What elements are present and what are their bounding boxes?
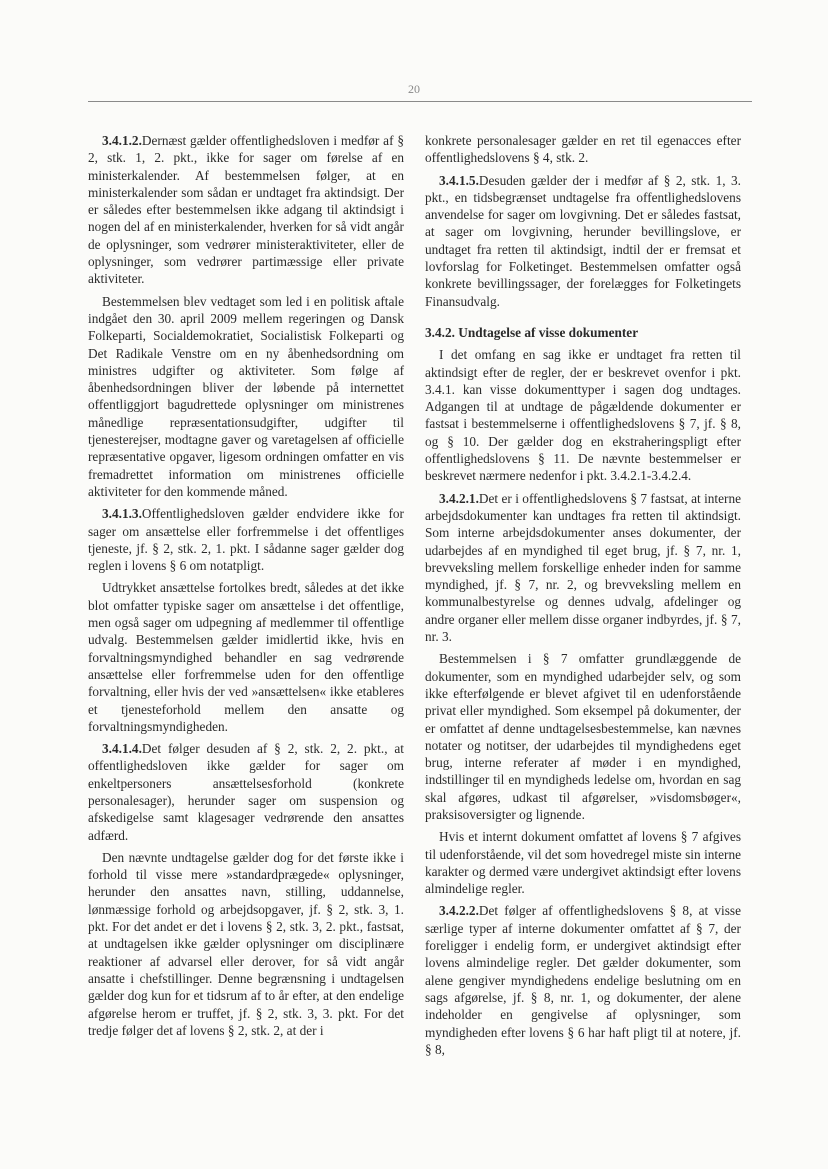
paragraph-text: Bestemmelsen i § 7 omfatter grundlæggende de dokumenter, som en myndighed udarbejder selv, og som ikke efterfølgende er blevet afgivet til en udenforstående privat eller myndighed. Som eksempel på dokumenter, der er omfattet af denne undtagelsesbestemmelse, kan nævnes notater og notitser, der udarbejdes til myndighedens eget brug, interne referater af møder i en myndighed, indstillinger til en myndigheds ledelse om, hvordan en sag skal afgøres, udkast til afgørelser, »visdomsbøger«, praksisoversigter og lignende. [425, 651, 741, 822]
paragraph [88, 293, 404, 501]
paragraph-text: Offentlighedsloven gælder endvidere ikke for sager om ansættelse eller forfremmelse i det offentliges tjeneste, jf. § 2, stk. 2, 1. pkt. I sådanne sager gælder dog reglen i lovens § 6 om notatpligt. [88, 506, 404, 574]
paragraph [425, 902, 741, 1058]
paragraph [88, 849, 404, 1039]
paragraph-text: I det omfang en sag ikke er undtaget fra retten til aktindsigt efter de regler, der er beskrevet ovenfor i pkt. 3.4.1. kan visse dokumenttyper i sagen dog undtages. Adgangen til at undtage de pågældende dokumenter er fastsat i bestemmelserne i offentlighedslovens § 7, jf. § 8, og § 10. Der gælder dog en ekstraheringspligt efter offentlighedslovens § 11. De nævnte bestemmelser er beskrevet nærmere nedenfor i pkt. 3.4.2.1-3.4.2.4. [425, 347, 741, 484]
paragraph [88, 132, 404, 288]
paragraph [88, 505, 404, 574]
section-number: 3.4.1.3. [102, 506, 142, 522]
paragraph-text: Udtrykket ansættelse fortolkes bredt, således at det ikke blot omfatter typiske sager om ansættelse i det offentlige, men også sager om udpegning af medlemmer til offentlige udvalg. Bestemmelsen gælder imidlertid ikke, hvis en forvaltningsmyndighed behandler en sag vedrørende ansættelse eller forfremmelse uden for den offentlige forvaltning, eller hvis der ved »ansættelsen« ikke etableres et tjenesteforhold mellem den ansatte og forvaltningsmyndigheden. [88, 580, 404, 734]
section-number: 3.4.2.2. [439, 903, 479, 919]
page-number: 20 [408, 82, 420, 96]
paragraph [88, 579, 404, 735]
paragraph-text: Dernæst gælder offentlighedsloven i medfør af § 2, stk. 1, 2. pkt., ikke for sager om førelse af en ministerkalender. Af bestemmelsen følger, at en ministerkalender som sådan er undtaget fra aktindsigt. Der er således efter bestemmelsen ikke adgang til aktindsigt i nogen del af en ministerkalender, hverken for så vidt angår de oplysninger, som vedrører ministeraktiviteter, eller de oplysninger, som vedrører partimæssige eller private aktiviteter. [88, 133, 404, 287]
section-number: 3.4.1.5. [439, 172, 479, 188]
paragraph [425, 346, 741, 484]
section-heading: 3.4.2. Undtagelse af visse dokumenter [425, 324, 639, 340]
paragraph [88, 740, 404, 844]
section-number: 3.4.1.2. [102, 133, 142, 148]
paragraph [425, 132, 741, 167]
paragraph-text: Det følger desuden af § 2, stk. 2, 2. pkt., at offentlighedsloven ikke gælder for sager om enkeltpersoners ansættelsesforhold (konkrete personalesager), herunder sager om suspension og afskedigelse samt klagesager vedrørende den ansattes adfærd. [88, 741, 404, 843]
paragraph [425, 172, 741, 310]
paragraph-text: Desuden gælder der i medfør af § 2, stk. 1, 3. pkt., en tidsbegrænset undtagelse fra offentlighedslovens anvendelse for sager om lovgivning. Det er således fastsat, at sager om lovgivning, herunder bevillingslove, er undtaget fra retten til aktindsigt, indtil der er fremsat et lovforslag for Folketinget. Bestemmelsen omfatter også konkrete bevillingssager, der forelægges for Folketingets Finansudvalg. [425, 172, 741, 309]
paragraph-text: Hvis et internt dokument omfattet af lovens § 7 afgives til udenforstående, vil det som hovedregel miste sin interne karakter og dermed være undergivet aktindsigt efter lovens almindelige regler. [425, 829, 741, 897]
paragraph-text: konkrete personalesager gælder en ret til egenacces efter offentlighedslovens § 4, stk. 2. [425, 133, 741, 166]
paragraph-text: Det er i offentlighedslovens § 7 fastsat, at interne arbejdsdokumenter kan undtages fra retten til aktindsigt. Som interne arbejdsdokumenter anses dokumenter, der udarbejdes af en myndighed til eget brug, jf. § 7, nr. 1, brevveksling mellem forskellige enheder inden for samme myndighed, jf. § 7, nr. 2, og brevveksling mellem en kommunalbestyrelse og dennes udvalg, afdelinger og andre organer eller mellem disse organer indbyrdes, jf. § 7, nr. 3. [425, 490, 741, 645]
paragraph-text: Bestemmelsen blev vedtaget som led i en politisk aftale indgået den 30. april 2009 mellem regeringen og Dansk Folkeparti, Socialdemokratiet, Socialistisk Folkeparti og Det Radikale Venstre om en ny åbenhedsordning om ministres udgifter og aktiviteter. Som følge af åbenhedsordningen bliver der løbende på internettet offentliggjort bagudrettede oplysninger om ministrenes månedlige repræsentationsudgifter, udgifter til tjenesterejser, modtagne gaver og varetagelsen af officielle repræsentative opgaver, ligesom ordningen omfatter en vis fremadrettet information om ministrenes officielle aktiviteter for den kommende måned. [88, 293, 404, 499]
section-number: 3.4.2.1. [439, 490, 479, 506]
section-number: 3.4.1.4. [102, 741, 142, 757]
right-column [425, 132, 741, 1063]
left-column [88, 132, 404, 1044]
paragraph [425, 490, 741, 646]
paragraph-text: Det følger af offentlighedslovens § 8, at visse særlige typer af interne dokumenter omfattet af § 7, der foreligger i endelig form, er undergivet aktindsigt efter lovens almindelige regler. Det gælder dokumenter, som alene gengiver myndighedens endelige beslutning om en sags afgørelse, jf. § 8, nr. 1, og dokumenter, der alene indeholder en gengivelse af oplysninger, som myndigheden efter lovens § 6 har haft pligt til at notere, jf. § 8, [425, 903, 741, 1057]
paragraph [425, 828, 741, 897]
header-rule [88, 101, 752, 102]
paragraph [425, 650, 741, 823]
paragraph-text: Den nævnte undtagelse gælder dog for det første ikke i forhold til visse mere »standardprægede« oplysninger, herunder den ansattes navn, stilling, uddannelse, lønmæssige forhold og arbejdsopgaver, jf. § 2, stk. 3, 1. pkt. For det andet er det i lovens § 2, stk. 3, 2. pkt., fastsat, at undtagelsen ikke gælder oplysninger om disciplinære reaktioner af advarsel eller derover, for så vidt angår ansatte i chefstillinger. Denne begrænsning i undtagelsen gælder dog kun for et tidsrum af to år efter, at den endelige afgørelse herom er truffet, jf. § 2, stk. 3, 3. pkt. For det tredje følger det af lovens § 2, stk. 2, at der i [88, 849, 404, 1038]
